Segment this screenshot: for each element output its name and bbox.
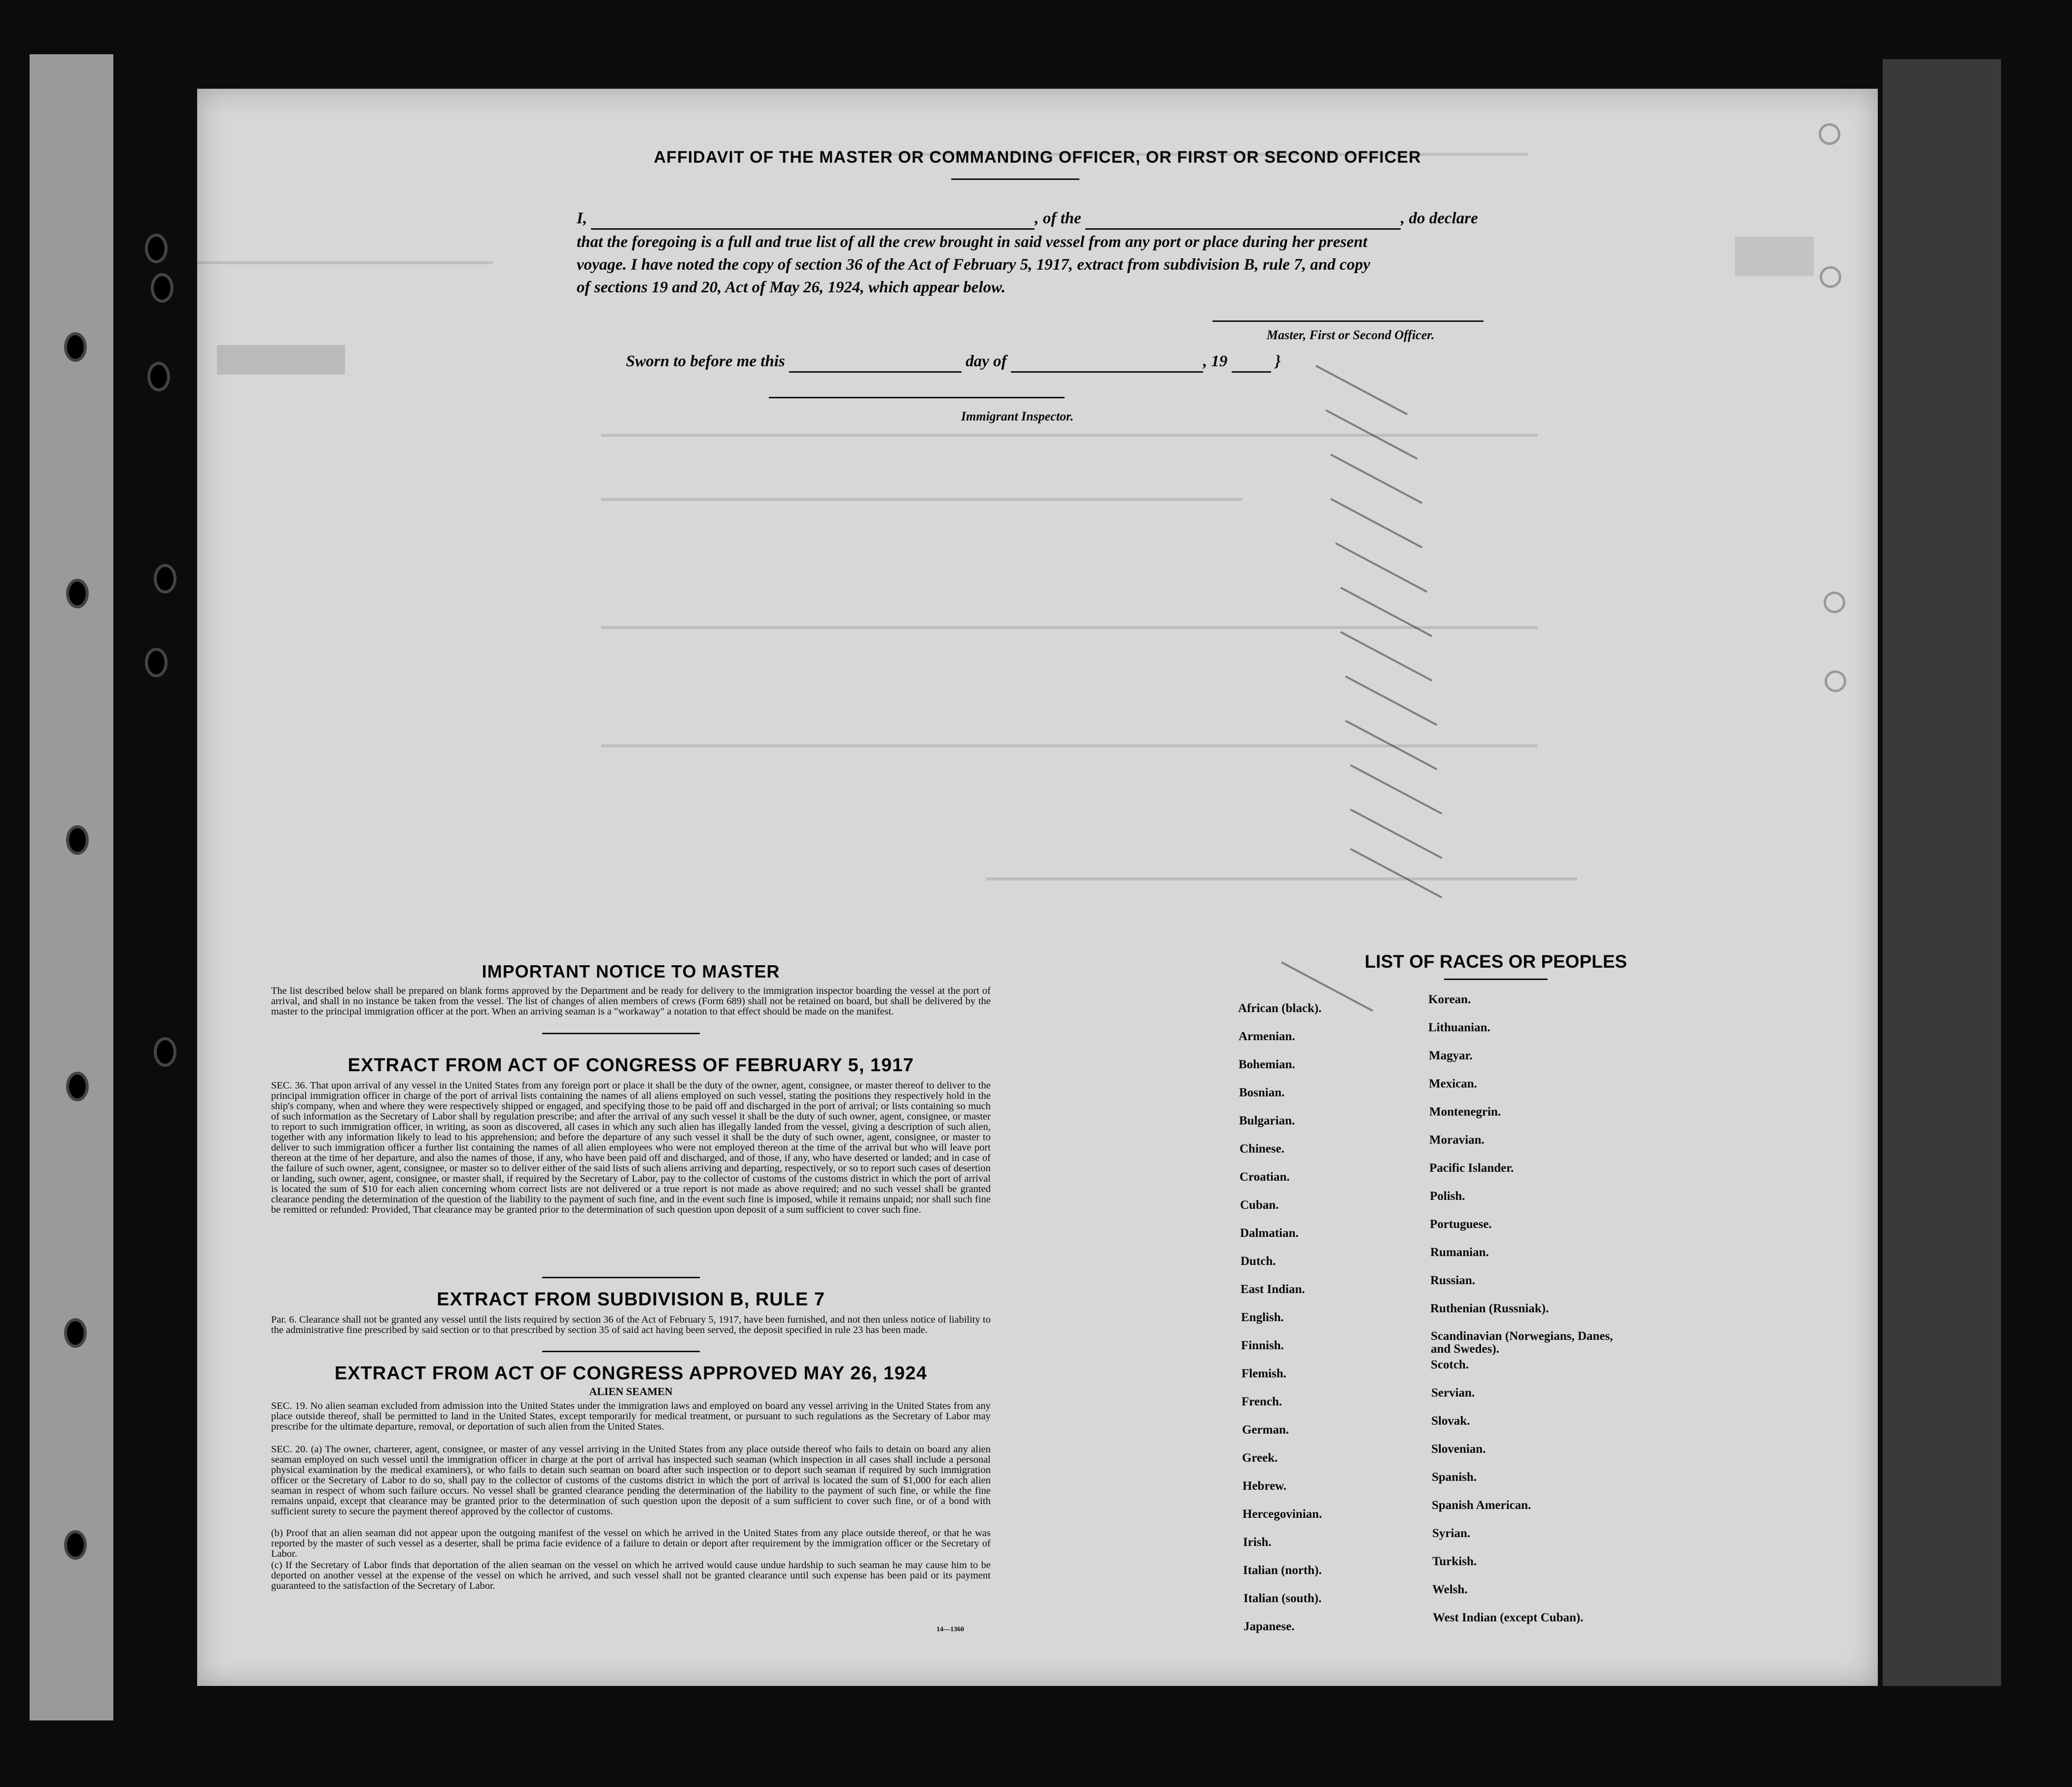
pen-tick-mark [1350,808,1442,859]
race-entry: Moravian. [1429,1133,1485,1147]
rule-7-text: Par. 6. Clearance shall not be granted any vessel until the lists required by section 36 of the Act of February 5, 1917, have been furnished, and not then unless notice of liability to the administrative fine prescribed by said section or to that prescribed by section 35 of said act having been served, the deposit specified in rule 23 has been made. [271,1314,991,1335]
declaration-body-3: of sections 19 and 20, Act of May 26, 1924, which appear below. [577,279,1006,296]
race-entry: West Indian (except Cuban). [1433,1611,1584,1624]
binder-ring [157,1040,173,1064]
binder-ring [69,1075,86,1098]
binder-ring [148,651,165,674]
divider [542,1033,700,1034]
divider [542,1351,700,1352]
race-entry: Finnish. [1241,1339,1284,1352]
act-1924-title: EXTRACT FROM ACT OF CONGRESS APPROVED MAY 26, 1924 [334,1363,928,1384]
binder-ring [69,582,86,605]
race-entry: Italian (south). [1243,1592,1322,1605]
notice-text: The list described below shall be prepared on blank forms approved by the Department and be ready for delivery to the immigration inspector boarding the vessel at the port of arrival, and shall in no instance be taken from the vessel. The list of changes of alien members of crews (Form 689) shall not be retained on board, but shall be delivered by the master to the principal immigration officer at the port. When an arriving seaman is a "workaway" a notation to that effect should be made on the manifest. [271,985,991,1017]
punch-hole [1824,592,1845,613]
pen-tick-mark [1330,454,1422,504]
binder-ring [157,567,173,591]
form-number: 14—1360 [936,1626,964,1633]
pen-tick-mark [1335,542,1427,593]
declaration-line [577,207,1513,230]
race-entry: Hercegovinian. [1243,1507,1322,1521]
race-entry: Slovenian. [1431,1442,1486,1456]
punch-hole [1820,266,1841,288]
race-entry: Turkish. [1432,1555,1477,1568]
binder-ring [154,276,171,300]
race-entry: Italian (north). [1243,1564,1322,1577]
race-entry: Pacific Islander. [1429,1161,1514,1175]
sworn-month-field[interactable] [1011,360,1203,373]
pen-tick-mark [1330,498,1422,548]
race-entry: Scotch. [1431,1358,1469,1371]
sworn-day-field[interactable] [789,360,962,373]
race-entry: East Indian. [1241,1283,1305,1296]
master-caption: Master, First or Second Officer. [1267,328,1435,342]
pen-tick-mark [1350,848,1442,898]
act-1924-sec-19: SEC. 19. No alien seaman excluded from admission into the United States under the immigration laws and employed on board any vessel arriving in the United States from any place outside thereof, shall be permitted to land in the United States, except temporarily for medical treatment, or pursuant to such regulations as the Secretary of Labor may prescribe for the ultimate departure, removal, or deportation of such alien from the United States. [271,1401,991,1432]
notice-title: IMPORTANT NOTICE TO MASTER [482,961,780,981]
bleed-through-text [217,345,345,375]
inspector-caption: Immigrant Inspector. [961,409,1074,423]
of-the-label: , of the [1035,210,1081,227]
race-entry: Mexican. [1429,1077,1477,1090]
declarant-prefix: I, [577,210,587,227]
declarant-name-field[interactable] [591,217,1035,230]
left-margin-paper [30,54,113,1720]
race-entry: German. [1242,1423,1289,1437]
binder-ring [148,237,165,260]
race-entry: Cuban. [1240,1198,1279,1212]
act-1924-sec-20b: (b) Proof that an alien seaman did not appear upon the outgoing manifest of the vessel on which he arrived in the United States from any place outside thereof, or that he was reported by the master of such vessel as a deserter, shall be prima facie evidence of a failure to detain or deport after requirement by the immigration officer or the Secretary of Labor. [271,1528,991,1559]
race-entry: French. [1242,1395,1282,1408]
affidavit-title: AFFIDAVIT OF THE MASTER OR COMMANDING OFFICER, OR FIRST OR SECOND OFFICER [654,148,1421,167]
inspector-signature-line[interactable] [769,397,1065,398]
bleed-through-line [601,626,1538,629]
race-entry: Bulgarian. [1239,1114,1295,1127]
manifest-page [197,89,1878,1686]
race-entry: Japanese. [1243,1620,1295,1633]
sworn-prefix: Sworn to before me this [626,352,785,370]
title-underline [951,178,1079,180]
punch-hole [1819,123,1840,145]
act-1924-subtitle: ALIEN SEAMEN [589,1385,673,1398]
vessel-name-field[interactable] [1085,217,1401,230]
declaration-body-1: that the foregoing is a full and true list of all the crew brought in said vessel from any port or place during her present [577,233,1368,251]
races-title-underline [1444,979,1548,980]
race-entry: African (black). [1238,1002,1322,1015]
race-entry: Dalmatian. [1240,1226,1299,1240]
race-entry: Chinese. [1240,1142,1284,1156]
act-1924-sec-20c: (c) If the Secretary of Labor finds that deportation of the alien seaman on the vessel on which he arrived would cause undue hardship to such seaman he may cause him to be deported on another vessel at the expense of the vessel on which he arrived, and such vessel shall not be granted clearance until such expense has been paid or its payment guaranteed to the satisfaction of the Secretary of Labor. [271,1560,991,1591]
sworn-line: Sworn to before me this day of , 19 } [626,350,1513,373]
race-entry: Bosnian. [1239,1086,1285,1099]
rule-7-title: EXTRACT FROM SUBDIVISION B, RULE 7 [437,1289,825,1310]
act-1924-sec-20a: SEC. 20. (a) The owner, charterer, agent, consignee, or master of any vessel arriving in the United States from any place outside thereof who fails to detain on board any alien seaman employed on such vessel until the immigration officer in charge at the port of arrival has inspected such seaman (which inspection in all cases shall include a personal physical examination by the medical examiners), or who fails to detain such seaman on board after such inspection or to deport such seaman if required by such immigration officer or the Secretary of Labor to do so, shall pay to the collector of customs of the customs district in which the port of arrival is located the sum of $1,000 for each alien seaman in respect of whom such failure occurs. No vessel shall be granted clearance pending the determination of the liability to the payment of such fine, or while the fine remains unpaid, except that clearance may be granted prior to the determination of such question upon the deposit of a sum sufficient to cover such fine, or of a bond with sufficient surety to secure the payment thereof approved by the collector of customs. [271,1444,991,1517]
bleed-through-line [601,434,1538,437]
races-title: LIST OF RACES OR PEOPLES [1364,951,1627,972]
race-entry: Spanish American. [1432,1499,1531,1512]
race-entry: Russian. [1430,1274,1476,1287]
declaration-body-2: voyage. I have noted the copy of section 36 of the Act of February 5, 1917, extract from subdivision B, rule 7, and copy [577,256,1371,274]
binder-ring [67,1321,84,1345]
race-entry: Greek. [1242,1451,1278,1465]
right-backing-sheet [1883,59,2001,1686]
divider [542,1277,700,1278]
pen-tick-mark [1340,587,1432,637]
do-declare-label: , do declare [1401,210,1478,227]
race-entry: Welsh. [1432,1583,1468,1596]
race-entry: Lithuanian. [1428,1021,1490,1034]
race-entry: Bohemian. [1239,1058,1295,1071]
race-entry: Hebrew. [1243,1479,1287,1493]
race-entry: Syrian. [1432,1527,1471,1540]
bleed-through-line [197,261,493,264]
bleed-through-text [1735,237,1814,276]
act-1917-title: EXTRACT FROM ACT OF CONGRESS OF FEBRUARY 5, 1917 [347,1055,914,1076]
punch-hole [1825,670,1846,692]
race-entry: Servian. [1431,1386,1475,1400]
sworn-year-label: , 19 [1203,352,1228,370]
race-entry: Flemish. [1242,1367,1286,1380]
race-entry: Portuguese. [1430,1218,1492,1231]
race-entry: Dutch. [1241,1255,1276,1268]
pen-tick-mark [1350,764,1442,814]
pen-tick-mark [1340,631,1432,681]
race-entry: Irish. [1243,1536,1272,1549]
race-entry: Croatian. [1240,1170,1290,1184]
race-entry: English. [1241,1311,1284,1324]
binder-ring [67,335,84,359]
race-entry: Spanish. [1432,1471,1477,1484]
race-entry: Korean. [1428,993,1471,1006]
bleed-through-line [986,877,1577,880]
race-entry: Armenian. [1239,1030,1295,1043]
sworn-year-field[interactable] [1232,360,1271,373]
race-entry: Scandinavian (Norwegians, Danes, and Swedes). [1431,1330,1613,1356]
pen-tick-mark [1345,675,1437,726]
act-1917-text: SEC. 36. That upon arrival of any vessel in the United States from any foreign port or place it shall be the duty of the owner, agent, consignee, or master thereof to deliver to the principal immigration officer in charge of the port of arrival lists containing the names of all aliens employed on such vessel, stating the positions they respectively hold in the ship's company, when and where they were respectively shipped or engaged, and specifying those to be paid off and discharged in the port of arrival; or lists containing so much of such information as the Secretary of Labor shall by regulation prescribe; and after the arrival of any such vessel it shall be the duty of such owner, agent, consignee, or master to report to such immigration officer, in writing, as soon as discovered, all cases in which any such alien has illegally landed from the vessel, giving a description of such alien, together with any information likely to lead to his apprehension; and before the departure of any such vessel it shall be the duty of such owner, agent, consignee, or master to deliver to such immigration officer a further list containing the names of all alien employees who were not employed thereon at the time of the arrival but who will leave port thereon at the time of her departure, and also the names of those, if any, who have been paid off and discharged, and of those, if any, who have deserted or landed; and in case of the failure of such owner, agent, consignee, or master so to deliver either of the said lists of such aliens arriving and departing, respectively, or so to report such cases of desertion or landing, such owner, agent, consignee, or master shall, if required by the Secretary of Labor, pay to the collector of customs of the customs district in which the port of arrival is located the sum of $10 for each alien concerning whom correct lists are not delivered or a true report is not made as above required; and no such vessel shall be granted clearance pending the determination of the question of the liability to the payment of such fine, and in the event such fine is imposed, while it remains unpaid; nor shall such fine be remitted or refunded: Provided, That clearance may be granted prior to the determination of such question upon deposit of a sum sufficient to cover such fine. [271,1080,991,1215]
race-entry: Polish. [1430,1190,1465,1203]
race-entry: Rumanian. [1430,1246,1489,1259]
race-entry: Montenegrin. [1429,1105,1501,1119]
race-entry: Ruthenian (Russniak). [1430,1302,1549,1315]
race-entry: Magyar. [1429,1049,1473,1062]
binder-ring [67,1533,84,1557]
master-signature-line[interactable] [1212,320,1484,322]
binder-ring [150,365,167,388]
bleed-through-line [601,498,1242,501]
race-entry: Slovak. [1431,1414,1470,1428]
binder-ring [69,828,86,852]
sworn-day-label: day of [966,352,1007,370]
